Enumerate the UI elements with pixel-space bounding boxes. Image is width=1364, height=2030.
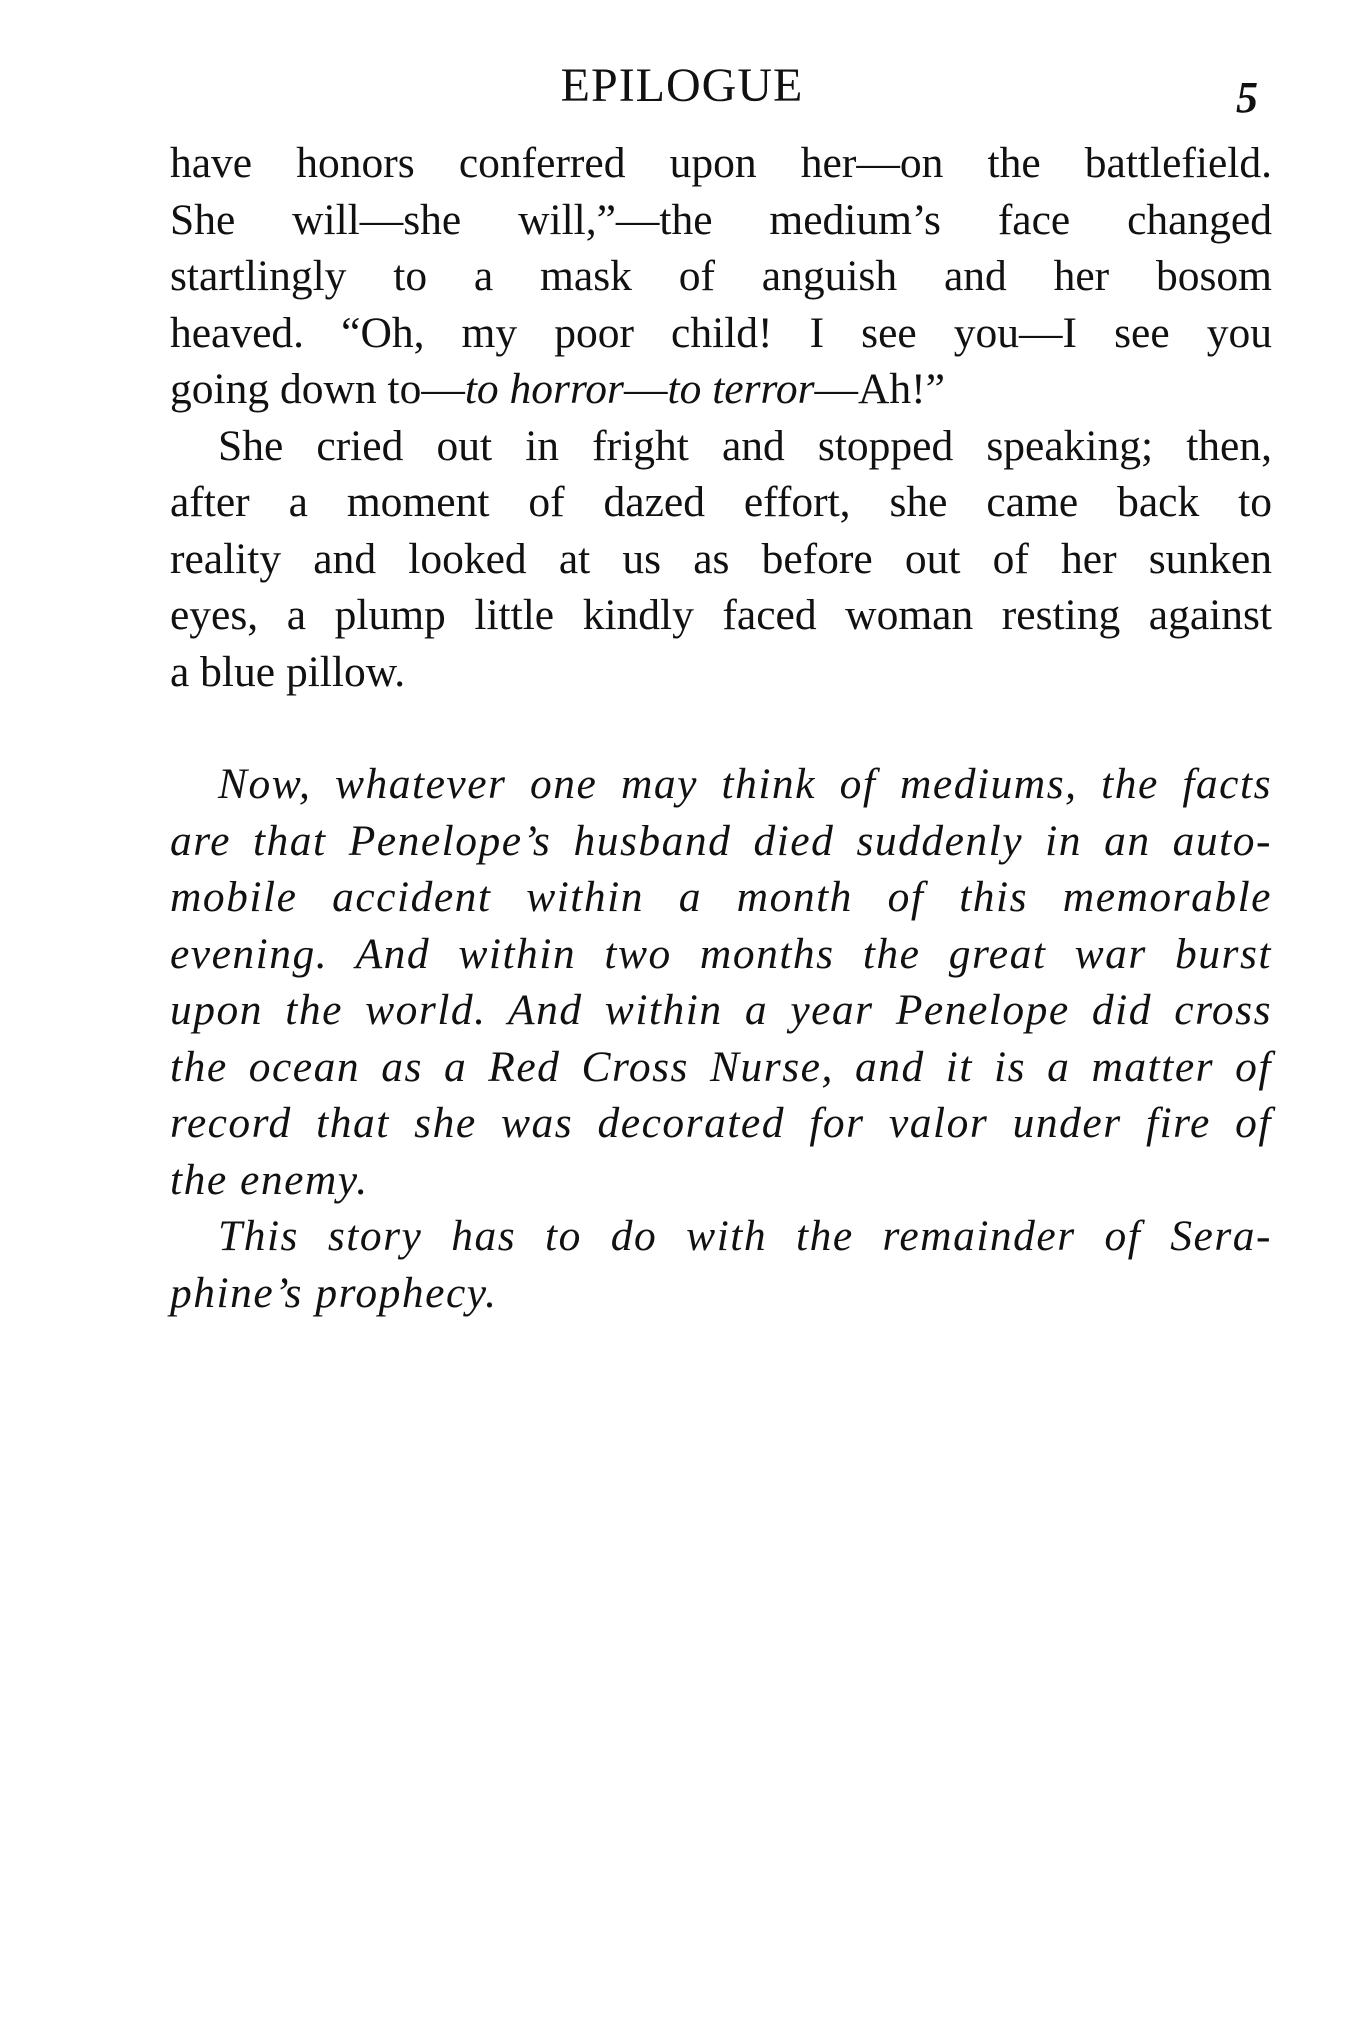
text-line: Now, whatever one may think of mediums, the facts <box>218 760 1272 808</box>
text-line: startlingly to a mask of anguish and her bosom <box>170 252 1272 300</box>
section-break <box>170 700 1272 756</box>
line-suffix: —Ah!” <box>814 365 945 413</box>
em-dash: — <box>623 365 668 413</box>
paragraph-1 <box>170 135 1272 418</box>
paragraph-3 <box>170 756 1272 1208</box>
text-line: This story has to do with the remainder of Sera- <box>218 1212 1272 1260</box>
text-line: are that Penelope’s husband died suddenly in an auto- <box>170 816 1272 865</box>
text-line: record that she was decorated for valor under fire of <box>170 1099 1272 1147</box>
text-line: reality and looked at us as before out of her sunken <box>170 534 1272 583</box>
text-line: a blue pillow. <box>170 647 406 696</box>
text-line: upon the world. And within a year Penelope did cross <box>170 986 1272 1034</box>
text-line: heaved. “Oh, my poor child! I see you—I see you <box>170 308 1272 357</box>
italic-phrase: to terror <box>667 365 815 413</box>
body-text <box>170 135 1272 1321</box>
running-title: EPILOGUE <box>560 59 804 112</box>
text-line: have honors conferred upon her—on the battlefield. <box>170 139 1272 187</box>
paragraph-4 <box>170 1208 1272 1321</box>
text-line: after a moment of dazed effort, she came back to <box>170 478 1272 526</box>
italic-phrase: to horror <box>464 365 624 413</box>
text-line: eyes, a plump little kindly faced woman resting against <box>170 591 1272 639</box>
text-line: She will—she will,”—the medium’s face changed <box>170 195 1272 244</box>
text-line: the enemy. <box>170 1155 369 1204</box>
text-line: the ocean as a Red Cross Nurse, and it is a matter of <box>170 1042 1272 1091</box>
text-line: mobile accident within a month of this memorable <box>170 873 1272 921</box>
text-line: phine’s prophecy. <box>170 1268 498 1317</box>
text-line <box>170 361 1272 418</box>
page-number: 5 <box>1236 73 1258 122</box>
text-line: evening. And within two months the great war burst <box>170 929 1272 978</box>
text-line: She cried out in fright and stopped speaking; then, <box>218 421 1272 470</box>
paragraph-2 <box>170 418 1272 701</box>
line-prefix: going down to— <box>170 365 465 413</box>
